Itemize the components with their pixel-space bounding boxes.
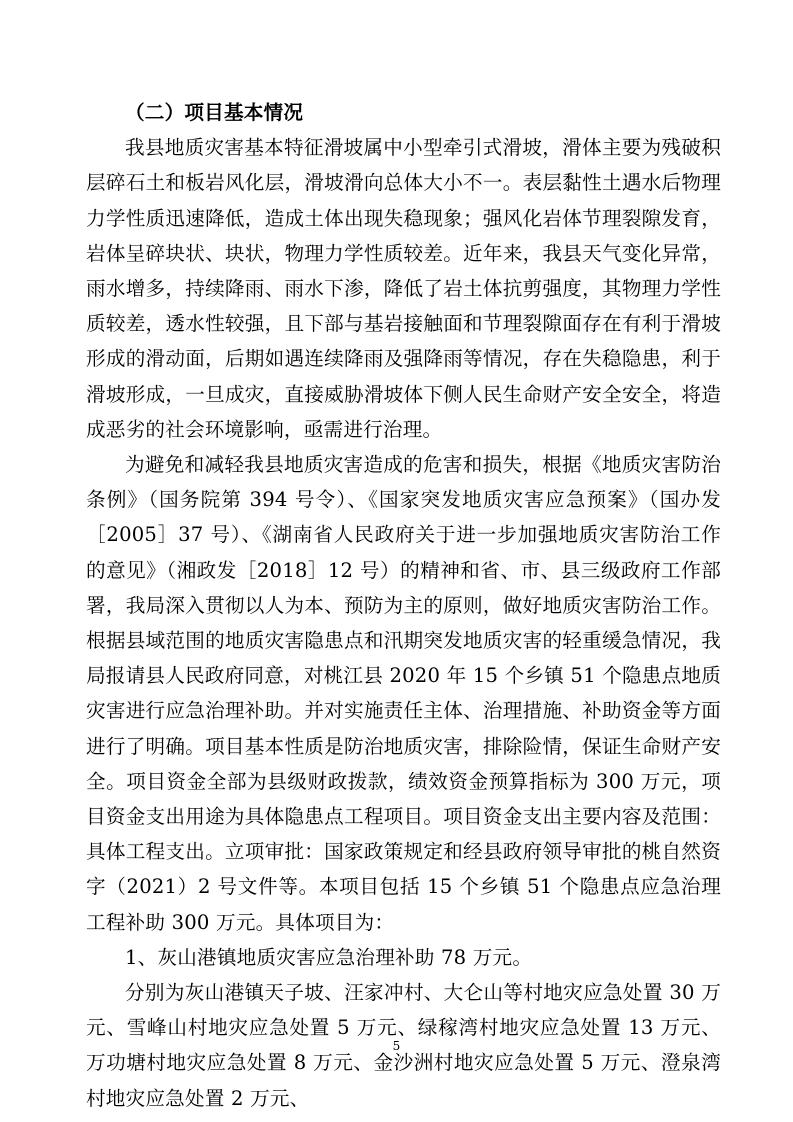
page-number: 5 xyxy=(392,1039,401,1053)
paragraph-geology: 我县地质灾害基本特征滑坡属中小型牵引式滑坡，滑体主要为残破积层碎石土和板岩风化层，滑坡滑向总体大小不一。表层黏性土遇水后物理力学性质迅速降低，造成土体出现失稳现象；强风化岩体节理裂隙发育，岩体呈碎块状、块状，物理力学性质较差。近年来，我县天气变化异常，雨水增多，持续降雨、雨水下渗，降低了岩土体抗剪强度，其物理力学性质较差，透水性较强，且下部与基岩接触面和节理裂隙面存在有利于滑坡形成的滑动面，后期如遇连续降雨及强降雨等情况，存在失稳隐患，利于滑坡形成，一旦成灾，直接威胁滑坡体下侧人民生命财产安全安全，将造成恶劣的社会环境影响，亟需进行治理。 xyxy=(86,136,721,441)
section-heading: （二）项目基本情况 xyxy=(125,101,304,124)
paragraph-item-1: 1、灰山港镇地质灾害应急治理补助 78 万元。 xyxy=(125,945,533,969)
paragraph-item-1-detail: 分别为灰山港镇天子坡、汪家冲村、大仑山等村地灾应急处置 30 万元、雪峰山村地灾应急处置 5 万元、绿稼湾村地灾应急处置 13 万元、万功塘村地灾应急处置 8 万元、金沙洲村地灾应急处置 5 万元、澄泉湾村地灾应急处置 2 万元、 xyxy=(86,981,721,1110)
paragraph-basis: 为避免和减轻我县地质灾害造成的危害和损失，根据《地质灾害防治条例》（国务院第 394 号令）、《国家突发地质灾害应急预案》（国办发［2005］37 号）、《湖南省人民政府关于进一步加强地质灾害防治工作的意见》（湘政发［2018］12 号）的精神和省、市、县三级政府工作部署，我局深入贯彻以人为本、预防为主的原则，做好地质灾害防治工作。根据县域范围的地质灾害隐患点和汛期突发地质灾害的轻重缓急情况，我局报请县人民政府同意，对桃江县 2020 年 15 个乡镇 51 个隐患点地质灾害进行应急治理补助。并对实施责任主体、治理措施、补助资金等方面进行了明确。项目基本性质是防治地质灾害，排除险情，保证生命财产安全。项目资金全部为县级财政拨款，绩效资金预算指标为 300 万元，项目资金支出用途为具体隐患点工程项目。项目资金支出主要内容及范围：具体工程支出。立项审批：国家政策规定和经县政府领导审批的桃自然资字（2021）2 号文件等。本项目包括 15 个乡镇 51 个隐患点应急治理工程补助 300 万元。具体项目为： xyxy=(86,453,721,934)
document-body xyxy=(86,95,721,1116)
